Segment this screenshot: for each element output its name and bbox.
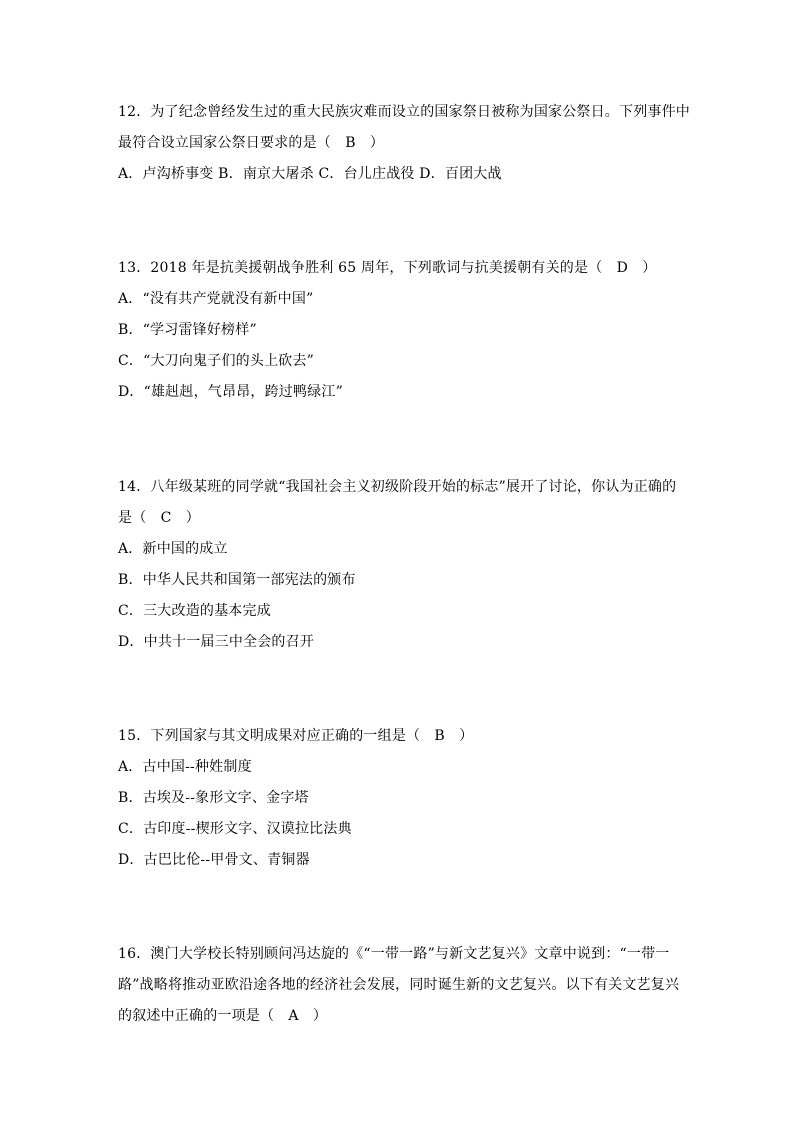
question-stem: 的叙述中正确的一项是（ A ） <box>118 1008 328 1024</box>
option-c: C．古印度--楔形文字、汉谟拉比法典 <box>118 821 352 837</box>
option-b: B．“学习雷锋好榜样” <box>118 322 257 338</box>
question-stem: 是（ C ） <box>118 510 200 526</box>
question-stem: 15．下列国家与其文明成果对应正确的一组是（ B ） <box>118 728 474 744</box>
question-stem: 13．2018 年是抗美援朝战争胜利 65 周年，下列歌词与抗美援朝有关的是（ D ） <box>118 260 657 276</box>
option-c: C．三大改造的基本完成 <box>118 603 271 619</box>
question-stem: 12．为了纪念曾经发生过的重大民族灾难而设立的国家祭日被称为国家公祭日。下列事件中 <box>118 104 691 120</box>
option-a: A．古中国--种姓制度 <box>118 759 252 775</box>
question-stem: 14．八年级某班的同学就“我国社会主义初级阶段开始的标志”展开了讨论，你认为正确的 <box>118 479 677 495</box>
option-d: D．古巴比伦--甲骨文、青铜器 <box>118 852 310 868</box>
option-d: D．“雄赳赳，气昂昂，跨过鸭绿江” <box>118 384 343 400</box>
option-d: D．中共十一届三中全会的召开 <box>118 634 315 650</box>
question-stem: 路”战略将推动亚欧沿途各地的经济社会发展，同时诞生新的文艺复兴。以下有关文艺复兴 <box>118 977 680 993</box>
option-b: B．古埃及--象形文字、金字塔 <box>118 790 309 806</box>
option-a: A．新中国的成立 <box>118 541 228 557</box>
option-c: C．“大刀向鬼子们的头上砍去” <box>118 353 315 369</box>
question-stem: 16．澳门大学校长特别顾问冯达旋的《“一带一路”与新文艺复兴》文章中说到：“一带一 <box>118 946 670 962</box>
option-line: A．卢沟桥事变 B．南京大屠杀 C．台儿庄战役 D．百团大战 <box>118 166 502 182</box>
option-b: B．中华人民共和国第一部宪法的颁布 <box>118 572 356 588</box>
question-stem: 最符合设立国家公祭日要求的是（ B ） <box>118 135 385 151</box>
option-a: A．“没有共产党就没有新中国” <box>118 291 314 307</box>
